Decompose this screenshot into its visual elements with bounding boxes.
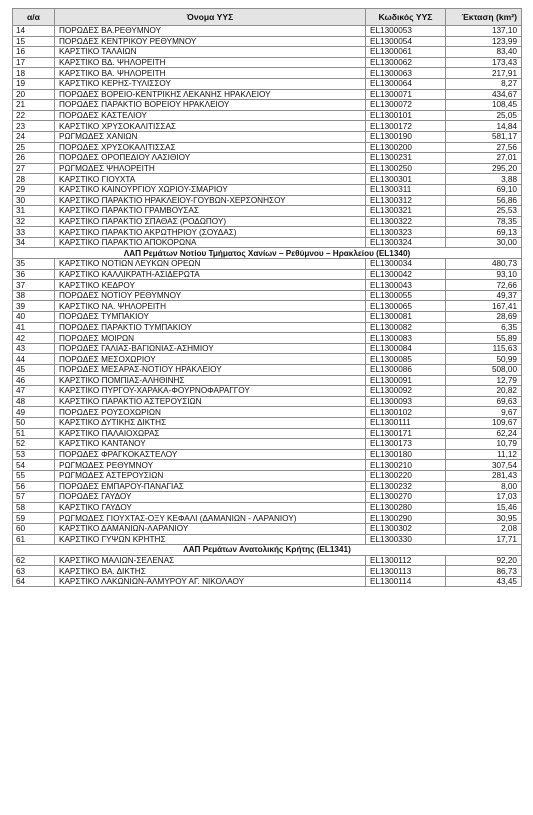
cell-name: ΚΑΡΣΤΙΚΟ ΝΑ. ΨΗΛΟΡΕΙΤΗ	[55, 301, 366, 312]
cell-aa: 49	[13, 407, 55, 418]
cell-name: ΠΟΡΩΔΕΣ ΦΡΑΓΚΟΚΑΣΤΕΛΟΥ	[55, 449, 366, 460]
cell-name: ΚΑΡΣΤΙΚΟ ΒΔ. ΨΗΛΟΡΕΙΤΗ	[55, 57, 366, 68]
cell-name: ΠΟΡΩΔΕΣ ΒΑ.ΡΕΘΥΜΝΟΥ	[55, 26, 366, 37]
table-row	[13, 513, 522, 524]
table-row	[13, 110, 522, 121]
cell-code: EL1300055	[366, 290, 446, 301]
cell-code: EL1300034	[366, 259, 446, 270]
cell-name: ΚΑΡΣΤΙΚΟ ΠΑΡΑΚΤΙΟ ΑΣΤΕΡΟΥΣΙΩΝ	[55, 396, 366, 407]
cell-area: 27,01	[446, 153, 522, 164]
cell-code: EL1300180	[366, 449, 446, 460]
cell-aa: 40	[13, 312, 55, 323]
table-row	[13, 523, 522, 534]
table-row	[13, 354, 522, 365]
cell-aa: 64	[13, 576, 55, 587]
group-title: ΛΑΠ Ρεμάτων Νοτίου Τμήματος Χανίων – Ρεθύμνου – Ηρακλείου (EL1340)	[13, 248, 522, 259]
cell-aa: 52	[13, 439, 55, 450]
cell-name: ΠΟΡΩΔΕΣ ΝΟΤΙΟΥ ΡΕΘΥΜΝΟΥ	[55, 290, 366, 301]
cell-area: 14,84	[446, 121, 522, 132]
cell-aa: 53	[13, 449, 55, 460]
cell-name: ΠΟΡΩΔΕΣ ΚΕΝΤΡΙΚΟΥ ΡΕΘΥΜΝΟΥ	[55, 36, 366, 47]
cell-name: ΚΑΡΣΤΙΚΟ ΓΑΥΔΟΥ	[55, 502, 366, 513]
cell-name: ΚΑΡΣΤΙΚΟ ΓΙΟΥΧΤΑ	[55, 174, 366, 185]
cell-code: EL1300084	[366, 343, 446, 354]
cell-aa: 23	[13, 121, 55, 132]
header-row	[13, 9, 522, 26]
table-row	[13, 566, 522, 577]
cell-area: 62,24	[446, 428, 522, 439]
cell-name: ΚΑΡΣΤΙΚΟ ΠΑΡΑΚΤΙΟ ΑΚΡΩΤΗΡΙΟΥ (ΣΟΥΔΑΣ)	[55, 227, 366, 238]
cell-aa: 34	[13, 237, 55, 248]
cell-code: EL1300083	[366, 333, 446, 344]
cell-area: 480,73	[446, 259, 522, 270]
cell-code: EL1300085	[366, 354, 446, 365]
cell-area: 92,20	[446, 555, 522, 566]
cell-name: ΚΑΡΣΤΙΚΟ ΠΑΡΑΚΤΙΟ ΣΠΑΘΑΣ (ΡΟΔΩΠΟΥ)	[55, 216, 366, 227]
cell-name: ΚΑΡΣΤΙΚΟ ΒΑ. ΔΙΚΤΗΣ	[55, 566, 366, 577]
cell-aa: 54	[13, 460, 55, 471]
table-row	[13, 195, 522, 206]
cell-area: 43,45	[446, 576, 522, 587]
cell-area: 8,27	[446, 78, 522, 89]
table-row	[13, 237, 522, 248]
cell-name: ΠΟΡΩΔΕΣ ΡΟΥΣΟΧΩΡΙΩΝ	[55, 407, 366, 418]
cell-code: EL1300062	[366, 57, 446, 68]
cell-area: 2,08	[446, 523, 522, 534]
document-page	[12, 8, 521, 587]
cell-name: ΠΟΡΩΔΕΣ ΒΟΡΕΙΟ-ΚΕΝΤΡΙΚΗΣ ΛΕΚΑΝΗΣ ΗΡΑΚΛΕΙΟΥ	[55, 89, 366, 100]
cell-code: EL1300324	[366, 237, 446, 248]
cell-area: 137,10	[446, 26, 522, 37]
cell-code: EL1300301	[366, 174, 446, 185]
cell-name: ΚΑΡΣΤΙΚΟ ΛΑΚΩΝΙΩΝ-ΑΛΜΥΡΟΥ ΑΓ. ΝΙΚΟΛΑΟΥ	[55, 576, 366, 587]
cell-aa: 31	[13, 206, 55, 217]
cell-aa: 42	[13, 333, 55, 344]
cell-aa: 14	[13, 26, 55, 37]
cell-area: 281,43	[446, 470, 522, 481]
cell-area: 25,53	[446, 206, 522, 217]
cell-code: EL1300220	[366, 470, 446, 481]
cell-area: 3,88	[446, 174, 522, 185]
cell-code: EL1300042	[366, 269, 446, 280]
cell-name: ΡΩΓΜΩΔΕΣ ΨΗΛΟΡΕΙΤΗ	[55, 163, 366, 174]
table-body	[13, 26, 522, 587]
cell-area: 49,37	[446, 290, 522, 301]
table-row	[13, 481, 522, 492]
cell-area: 55,89	[446, 333, 522, 344]
cell-aa: 50	[13, 417, 55, 428]
cell-name: ΠΟΡΩΔΕΣ ΧΡΥΣΟΚΑΛΙΤΙΣΣΑΣ	[55, 142, 366, 153]
cell-code: EL1300065	[366, 301, 446, 312]
cell-area: 109,67	[446, 417, 522, 428]
cell-area: 17,71	[446, 534, 522, 545]
cell-area: 9,67	[446, 407, 522, 418]
cell-name: ΚΑΡΣΤΙΚΟ ΚΑΙΝΟΥΡΓΙΟΥ ΧΩΡΙΟΥ-ΣΜΑΡΙΟΥ	[55, 184, 366, 195]
cell-code: EL1300071	[366, 89, 446, 100]
table-row	[13, 68, 522, 79]
cell-name: ΚΑΡΣΤΙΚΟ ΔΥΤΙΚΗΣ ΔΙΚΤΗΣ	[55, 417, 366, 428]
cell-area: 93,10	[446, 269, 522, 280]
cell-aa: 28	[13, 174, 55, 185]
table-row	[13, 131, 522, 142]
cell-area: 508,00	[446, 365, 522, 376]
cell-aa: 29	[13, 184, 55, 195]
cell-aa: 60	[13, 523, 55, 534]
cell-name: ΡΩΓΜΩΔΕΣ ΡΕΘΥΜΝΟΥ	[55, 460, 366, 471]
cell-area: 217,91	[446, 68, 522, 79]
table-row	[13, 163, 522, 174]
table-row	[13, 269, 522, 280]
cell-code: EL1300330	[366, 534, 446, 545]
table-row	[13, 365, 522, 376]
cell-code: EL1300101	[366, 110, 446, 121]
group-header-row	[13, 545, 522, 556]
cell-code: EL1300190	[366, 131, 446, 142]
table-row	[13, 417, 522, 428]
cell-code: EL1300172	[366, 121, 446, 132]
cell-aa: 55	[13, 470, 55, 481]
cell-code: EL1300086	[366, 365, 446, 376]
cell-aa: 46	[13, 375, 55, 386]
cell-aa: 38	[13, 290, 55, 301]
cell-code: EL1300302	[366, 523, 446, 534]
table-row	[13, 386, 522, 397]
cell-aa: 22	[13, 110, 55, 121]
cell-code: EL1300061	[366, 47, 446, 58]
cell-area: 173,43	[446, 57, 522, 68]
cell-aa: 32	[13, 216, 55, 227]
cell-code: EL1300322	[366, 216, 446, 227]
cell-name: ΚΑΡΣΤΙΚΟ ΠΑΛΑΙΟΧΩΡΑΣ	[55, 428, 366, 439]
cell-name: ΚΑΡΣΤΙΚΟ ΠΟΜΠΙΑΣ-ΑΛΗΘΙΝΗΣ	[55, 375, 366, 386]
table-row	[13, 407, 522, 418]
table-row	[13, 36, 522, 47]
cell-area: 434,67	[446, 89, 522, 100]
cell-code: EL1300072	[366, 100, 446, 111]
cell-area: 307,54	[446, 460, 522, 471]
cell-area: 108,45	[446, 100, 522, 111]
cell-area: 20,82	[446, 386, 522, 397]
cell-area: 28,69	[446, 312, 522, 323]
cell-code: EL1300092	[366, 386, 446, 397]
header-code: Κωδικός ΥΥΣ	[366, 9, 446, 26]
cell-aa: 30	[13, 195, 55, 206]
cell-area: 25,05	[446, 110, 522, 121]
cell-aa: 47	[13, 386, 55, 397]
cell-area: 123,99	[446, 36, 522, 47]
cell-area: 12,79	[446, 375, 522, 386]
table-row	[13, 216, 522, 227]
cell-aa: 41	[13, 322, 55, 333]
cell-aa: 35	[13, 259, 55, 270]
cell-code: EL1300250	[366, 163, 446, 174]
table-row	[13, 322, 522, 333]
cell-code: EL1300114	[366, 576, 446, 587]
cell-code: EL1300082	[366, 322, 446, 333]
cell-name: ΠΟΡΩΔΕΣ ΚΑΣΤΕΛΙΟΥ	[55, 110, 366, 121]
cell-code: EL1300054	[366, 36, 446, 47]
cell-area: 69,13	[446, 227, 522, 238]
cell-aa: 15	[13, 36, 55, 47]
cell-aa: 56	[13, 481, 55, 492]
cell-code: EL1300290	[366, 513, 446, 524]
cell-area: 50,99	[446, 354, 522, 365]
cell-code: EL1300043	[366, 280, 446, 291]
cell-aa: 26	[13, 153, 55, 164]
header-aa: α/α	[13, 9, 55, 26]
cell-code: EL1300270	[366, 492, 446, 503]
table-row	[13, 174, 522, 185]
cell-area: 30,00	[446, 237, 522, 248]
table-row	[13, 121, 522, 132]
table-row	[13, 396, 522, 407]
cell-name: ΚΑΡΣΤΙΚΟ ΠΑΡΑΚΤΙΟ ΓΡΑΜΒΟΥΣΑΣ	[55, 206, 366, 217]
cell-name: ΚΑΡΣΤΙΚΟ ΠΑΡΑΚΤΙΟ ΗΡΑΚΛΕΙΟΥ-ΓΟΥΒΩΝ-ΧΕΡΣΟΝΗΣΟΥ	[55, 195, 366, 206]
cell-aa: 19	[13, 78, 55, 89]
cell-code: EL1300081	[366, 312, 446, 323]
cell-aa: 33	[13, 227, 55, 238]
cell-aa: 18	[13, 68, 55, 79]
table-row	[13, 57, 522, 68]
cell-name: ΠΟΡΩΔΕΣ ΓΑΥΔΟΥ	[55, 492, 366, 503]
table-row	[13, 576, 522, 587]
cell-aa: 57	[13, 492, 55, 503]
table-row	[13, 78, 522, 89]
cell-code: EL1300200	[366, 142, 446, 153]
cell-name: ΠΟΡΩΔΕΣ ΜΕΣΑΡΑΣ-ΝΟΤΙΟΥ ΗΡΑΚΛΕΙΟΥ	[55, 365, 366, 376]
cell-name: ΚΑΡΣΤΙΚΟ ΠΑΡΑΚΤΙΟ ΑΠΟΚΟΡΩΝΑ	[55, 237, 366, 248]
table-row	[13, 153, 522, 164]
table-row	[13, 227, 522, 238]
cell-area: 72,66	[446, 280, 522, 291]
table-row	[13, 100, 522, 111]
cell-area: 11,12	[446, 449, 522, 460]
cell-aa: 58	[13, 502, 55, 513]
cell-name: ΚΑΡΣΤΙΚΟ ΓΥΨΩΝ ΚΡΗΤΗΣ	[55, 534, 366, 545]
table-row	[13, 142, 522, 153]
cell-aa: 25	[13, 142, 55, 153]
cell-area: 78,35	[446, 216, 522, 227]
table-row	[13, 375, 522, 386]
cell-name: ΚΑΡΣΤΙΚΟ ΚΑΝΤΑΝΟΥ	[55, 439, 366, 450]
table-row	[13, 343, 522, 354]
table-row	[13, 280, 522, 291]
cell-area: 69,10	[446, 184, 522, 195]
cell-name: ΚΑΡΣΤΙΚΟ ΧΡΥΣΟΚΑΛΙΤΙΣΣΑΣ	[55, 121, 366, 132]
cell-name: ΠΟΡΩΔΕΣ ΓΑΛΙΑΣ-ΒΑΓΙΩΝΙΑΣ-ΑΣΗΜΙΟΥ	[55, 343, 366, 354]
cell-name: ΠΟΡΩΔΕΣ ΠΑΡΑΚΤΙΟ ΤΥΜΠΑΚΙΟΥ	[55, 322, 366, 333]
cell-name: ΚΑΡΣΤΙΚΟ ΒΑ. ΨΗΛΟΡΕΙΤΗ	[55, 68, 366, 79]
table-row	[13, 47, 522, 58]
table-row	[13, 502, 522, 513]
group-header-row	[13, 248, 522, 259]
table-row	[13, 26, 522, 37]
table-row	[13, 89, 522, 100]
cell-name: ΡΩΓΜΩΔΕΣ ΑΣΤΕΡΟΥΣΙΩΝ	[55, 470, 366, 481]
cell-aa: 48	[13, 396, 55, 407]
cell-name: ΠΟΡΩΔΕΣ ΟΡΟΠΕΔΙΟΥ ΛΑΣΙΘΙΟΥ	[55, 153, 366, 164]
cell-area: 69,63	[446, 396, 522, 407]
cell-area: 10,79	[446, 439, 522, 450]
cell-aa: 61	[13, 534, 55, 545]
cell-aa: 39	[13, 301, 55, 312]
cell-code: EL1300063	[366, 68, 446, 79]
cell-aa: 21	[13, 100, 55, 111]
cell-area: 115,63	[446, 343, 522, 354]
table-row	[13, 428, 522, 439]
table-header	[13, 9, 522, 26]
cell-area: 30,95	[446, 513, 522, 524]
cell-aa: 16	[13, 47, 55, 58]
cell-aa: 45	[13, 365, 55, 376]
cell-name: ΚΑΡΣΤΙΚΟ ΚΑΛΛΙΚΡΑΤΗ-ΑΣΙΔΕΡΩΤΑ	[55, 269, 366, 280]
cell-name: ΠΟΡΩΔΕΣ ΤΥΜΠΑΚΙΟΥ	[55, 312, 366, 323]
cell-name: ΠΟΡΩΔΕΣ ΜΕΣΟΧΩΡΙΟΥ	[55, 354, 366, 365]
cell-code: EL1300091	[366, 375, 446, 386]
header-name: Όνομα ΥΥΣ	[55, 9, 366, 26]
cell-code: EL1300113	[366, 566, 446, 577]
cell-area: 167,41	[446, 301, 522, 312]
cell-code: EL1300323	[366, 227, 446, 238]
table-row	[13, 534, 522, 545]
cell-code: EL1300064	[366, 78, 446, 89]
cell-area: 581,17	[446, 131, 522, 142]
table-row	[13, 301, 522, 312]
table-row	[13, 206, 522, 217]
cell-aa: 17	[13, 57, 55, 68]
cell-aa: 43	[13, 343, 55, 354]
cell-name: ΠΟΡΩΔΕΣ ΜΟΙΡΩΝ	[55, 333, 366, 344]
cell-name: ΡΩΓΜΩΔΕΣ ΓΙΟΥΧΤΑΣ-ΟΞΥ ΚΕΦΑΛΙ (ΔΑΜΑΝΙΩΝ - ΛΑΡΑΝΙΟΥ)	[55, 513, 366, 524]
table-row	[13, 555, 522, 566]
cell-name: ΚΑΡΣΤΙΚΟ ΝΟΤΙΩΝ ΛΕΥΚΩΝ ΟΡΕΩΝ	[55, 259, 366, 270]
cell-code: EL1300173	[366, 439, 446, 450]
cell-name: ΚΑΡΣΤΙΚΟ ΤΑΛΑΙΩΝ	[55, 47, 366, 58]
table-row	[13, 492, 522, 503]
cell-aa: 36	[13, 269, 55, 280]
cell-name: ΚΑΡΣΤΙΚΟ ΚΕΡΗΣ-ΤΥΛΙΣΣΟΥ	[55, 78, 366, 89]
cell-area: 56,86	[446, 195, 522, 206]
cell-code: EL1300312	[366, 195, 446, 206]
cell-code: EL1300053	[366, 26, 446, 37]
groundwater-bodies-table	[12, 8, 522, 587]
cell-code: EL1300112	[366, 555, 446, 566]
header-area: Έκταση (km²)	[446, 9, 522, 26]
cell-code: EL1300102	[366, 407, 446, 418]
cell-name: ΠΟΡΩΔΕΣ ΠΑΡΑΚΤΙΟ ΒΟΡΕΙΟΥ ΗΡΑΚΛΕΙΟΥ	[55, 100, 366, 111]
cell-aa: 24	[13, 131, 55, 142]
cell-aa: 59	[13, 513, 55, 524]
cell-aa: 63	[13, 566, 55, 577]
cell-code: EL1300311	[366, 184, 446, 195]
cell-aa: 51	[13, 428, 55, 439]
cell-aa: 44	[13, 354, 55, 365]
cell-area: 86,73	[446, 566, 522, 577]
cell-aa: 62	[13, 555, 55, 566]
cell-code: EL1300321	[366, 206, 446, 217]
table-row	[13, 290, 522, 301]
table-row	[13, 184, 522, 195]
cell-code: EL1300111	[366, 417, 446, 428]
cell-name: ΠΟΡΩΔΕΣ ΕΜΠΑΡΟΥ-ΠΑΝΑΓΙΑΣ	[55, 481, 366, 492]
cell-area: 27,56	[446, 142, 522, 153]
cell-name: ΚΑΡΣΤΙΚΟ ΠΥΡΓΟΥ-ΧΑΡΑΚΑ-ΦΟΥΡΝΟΦΑΡΑΓΓΟΥ	[55, 386, 366, 397]
cell-name: ΡΩΓΜΩΔΕΣ ΧΑΝΙΩΝ	[55, 131, 366, 142]
cell-aa: 37	[13, 280, 55, 291]
cell-code: EL1300280	[366, 502, 446, 513]
table-row	[13, 312, 522, 323]
table-row	[13, 449, 522, 460]
cell-code: EL1300171	[366, 428, 446, 439]
group-title: ΛΑΠ Ρεμάτων Ανατολικής Κρήτης (EL1341)	[13, 545, 522, 556]
cell-area: 6,35	[446, 322, 522, 333]
cell-aa: 27	[13, 163, 55, 174]
cell-area: 17,03	[446, 492, 522, 503]
cell-code: EL1300231	[366, 153, 446, 164]
cell-area: 83,40	[446, 47, 522, 58]
table-row	[13, 460, 522, 471]
cell-code: EL1300232	[366, 481, 446, 492]
cell-code: EL1300210	[366, 460, 446, 471]
table-row	[13, 470, 522, 481]
cell-area: 295,20	[446, 163, 522, 174]
cell-code: EL1300093	[366, 396, 446, 407]
cell-aa: 20	[13, 89, 55, 100]
cell-area: 15,46	[446, 502, 522, 513]
table-row	[13, 259, 522, 270]
cell-name: ΚΑΡΣΤΙΚΟ ΚΕΔΡΟΥ	[55, 280, 366, 291]
cell-area: 8,00	[446, 481, 522, 492]
table-row	[13, 333, 522, 344]
cell-name: ΚΑΡΣΤΙΚΟ ΜΑΛΙΩΝ-ΣΕΛΕΝΑΣ	[55, 555, 366, 566]
table-row	[13, 439, 522, 450]
cell-name: ΚΑΡΣΤΙΚΟ ΔΑΜΑΝΙΩΝ-ΛΑΡΑΝΙΟΥ	[55, 523, 366, 534]
